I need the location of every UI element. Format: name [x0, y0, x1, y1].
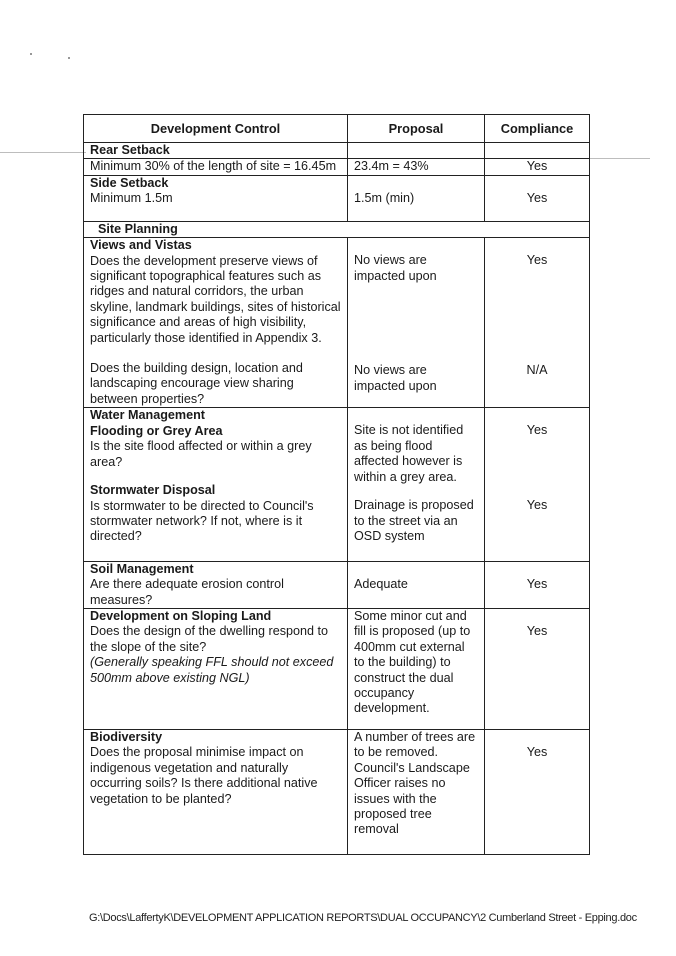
scan-line-right — [590, 158, 650, 159]
side-setback-title: Side Setback — [90, 175, 169, 190]
sloping-title: Development on Sloping Land — [90, 608, 272, 623]
scan-line-left — [0, 152, 86, 153]
views-proposal-2: No views are impacted upon — [354, 363, 437, 393]
soil-row — [84, 561, 590, 608]
sloping-note: (Generally speaking FFL should not exceed 500mm above existing NGL) — [90, 655, 334, 685]
sloping-row — [84, 608, 590, 729]
views-title: Views and Vistas — [90, 238, 192, 253]
biodiversity-compliance: Yes — [485, 729, 590, 854]
rear-setback-row — [84, 159, 590, 175]
biodiversity-title: Biodiversity — [90, 729, 163, 744]
flooding-proposal: Site is not identified as being flood affected however is within a grey area. — [354, 423, 464, 484]
sloping-question: Does the design of the dwelling respond to the slope of the site? — [90, 624, 329, 654]
side-setback-control: Minimum 1.5m — [90, 191, 173, 206]
views-question-2: Does the building design, location and landscaping encourage view sharing between properties? — [90, 361, 303, 406]
site-planning-title: Site Planning — [98, 221, 178, 236]
views-question-1: Does the development preserve views of significant topographical features such as ridges and natural corridors, the urban skyline, landmark buildings, sites of historical significance and areas of high visibility, particularly those identified in Appendix 3. — [90, 253, 341, 345]
document-path-footer: G:\Docs\LaffertyK\DEVELOPMENT APPLICATION REPORTS\DUAL OCCUPANCY\2 Cumberland Street - Epping.doc — [89, 912, 637, 924]
views-row — [84, 238, 590, 408]
views-compliance-2: N/A — [526, 363, 548, 378]
soil-question: Are there adequate erosion control measures? — [90, 577, 284, 607]
side-setback-compliance: Yes — [485, 175, 590, 221]
flooding-compliance: Yes — [526, 423, 548, 438]
header-proposal: Proposal — [348, 115, 485, 143]
site-planning-row — [84, 221, 590, 237]
stormwater-compliance: Yes — [526, 498, 548, 513]
side-setback-row — [84, 175, 590, 221]
rear-setback-compliance: Yes — [485, 159, 590, 175]
soil-proposal: Adequate — [348, 561, 485, 608]
water-row — [84, 408, 590, 561]
biodiversity-row — [84, 729, 590, 854]
header-development-control: Development Control — [84, 115, 348, 143]
scan-speck — [68, 57, 70, 59]
rear-setback-title-row — [84, 143, 590, 159]
sloping-proposal: Some minor cut and fill is proposed (up to 400mm cut external to the building) to construct the dual occupancy development. — [348, 608, 485, 729]
views-proposal-1: No views are impacted upon — [354, 253, 437, 283]
rear-setback-control: Minimum 30% of the length of site = 16.45m — [84, 159, 348, 175]
water-title: Water Management — [90, 408, 205, 423]
views-compliance-1: Yes — [526, 253, 548, 268]
sloping-compliance: Yes — [485, 608, 590, 729]
biodiversity-question: Does the proposal minimise impact on indigenous vegetation and naturally occurring soils? Is there additional native vegetation to be planted? — [90, 745, 318, 806]
stormwater-proposal: Drainage is proposed to the street via an OSD system — [354, 498, 474, 544]
rear-setback-title: Rear Setback — [90, 143, 170, 157]
stormwater-subtitle: Stormwater Disposal — [90, 483, 216, 498]
biodiversity-proposal: A number of trees are to be removed. Council's Landscape Officer raises no issues with the proposed tree removal — [348, 729, 485, 854]
soil-title: Soil Management — [90, 561, 194, 576]
scan-speck — [30, 53, 32, 55]
rear-setback-proposal: 23.4m = 43% — [348, 159, 485, 175]
flooding-subtitle: Flooding or Grey Area — [90, 423, 223, 438]
flooding-question: Is the site flood affected or within a grey area? — [90, 439, 312, 469]
header-compliance: Compliance — [485, 115, 590, 143]
stormwater-question: Is stormwater to be directed to Council's stormwater network? If not, where is it directed? — [90, 498, 314, 544]
side-setback-proposal: 1.5m (min) — [348, 175, 485, 221]
soil-compliance: Yes — [485, 561, 590, 608]
header-row — [84, 115, 590, 143]
development-control-table — [83, 114, 590, 855]
